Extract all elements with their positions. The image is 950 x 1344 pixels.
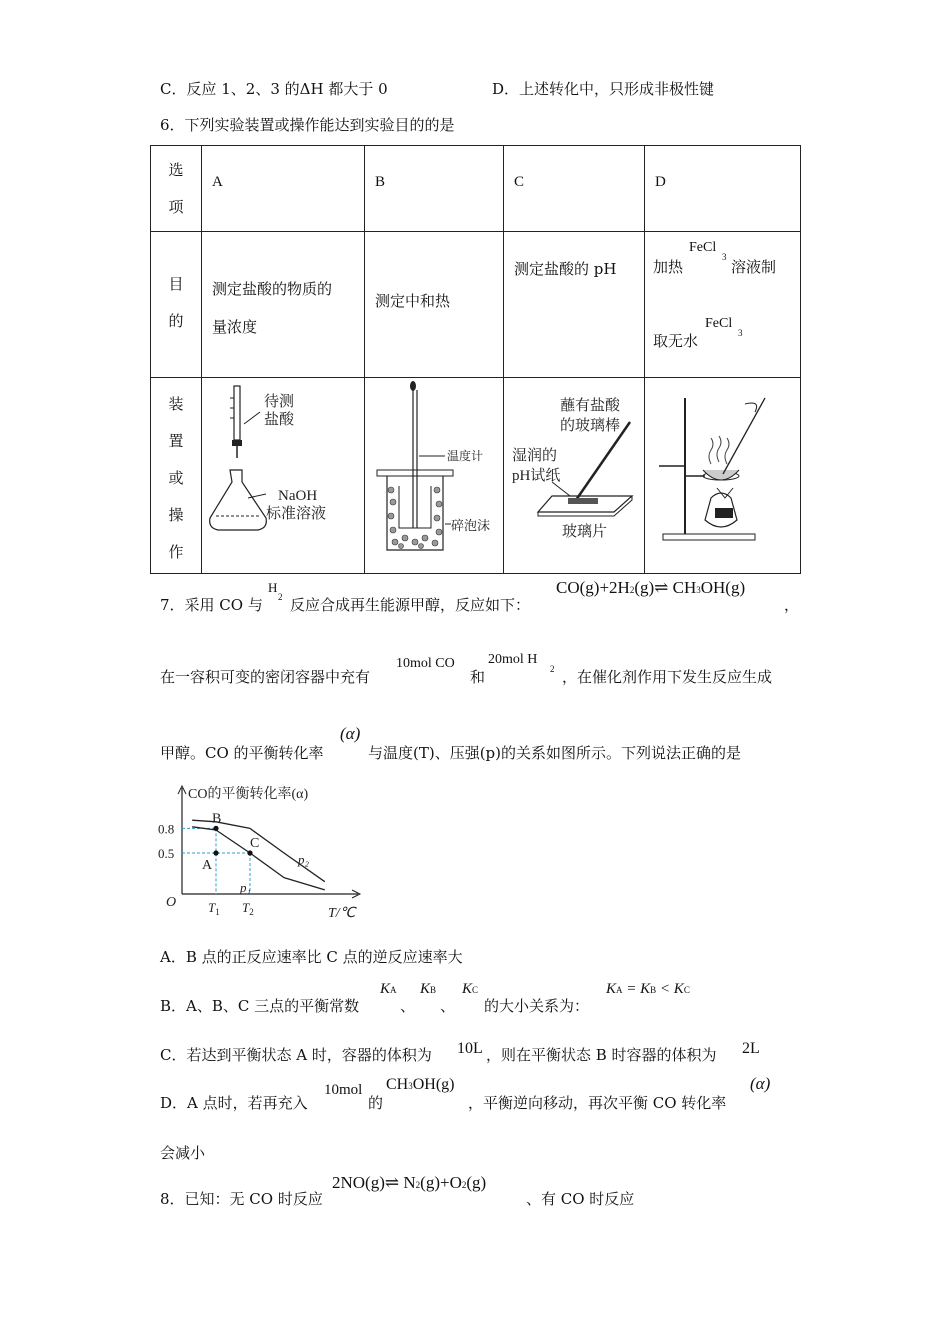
- burette-flask-diagram: [202, 378, 362, 574]
- apparatus-c: [504, 378, 645, 574]
- q6-stem: 6．下列实验装置或操作能达到实验目的的是: [160, 116, 455, 134]
- purpose-c: 测定盐酸的 pH: [504, 232, 645, 378]
- x-axis-label: T/℃: [328, 906, 356, 921]
- co-amount: 10mol CO: [396, 656, 455, 671]
- q5-option-c: C．反应 1、2、3 的ΔH 都大于 0: [160, 80, 388, 98]
- q7-option-d: D．A 点时，若再充入: [160, 1094, 308, 1112]
- label-glass-rod: 的玻璃棒: [560, 418, 621, 434]
- series-label-p1: p₁: [240, 880, 252, 895]
- origin-label: O: [166, 895, 177, 910]
- label-pending-acid: 待测: [264, 394, 295, 410]
- h2-formula: H: [268, 580, 278, 595]
- col-c-header: C: [504, 146, 645, 232]
- purpose-d: 加热 FeCl 3 溶液制 取无水 FeCl 3: [645, 232, 801, 378]
- volume-a: 10L: [457, 1040, 483, 1057]
- purpose-a: 测定盐酸的物质的 量浓度: [202, 232, 365, 378]
- q7-line1: 7．采用 CO 与: [160, 596, 263, 614]
- calorimeter-diagram: [365, 378, 505, 574]
- kb-symbol: KB: [420, 981, 437, 997]
- evaporation-diagram: [645, 378, 803, 574]
- label-thermometer: 温度计: [447, 449, 484, 463]
- h2-amount: 20mol H: [488, 652, 538, 667]
- q7-line2b: ，在催化剂作用下发生反应生成: [562, 668, 773, 686]
- q7-line1b: 反应合成再生能源甲醇，反应如下：: [290, 596, 531, 614]
- point-label-A: A: [202, 858, 213, 873]
- q7-equation: CO(g)+2H2(g)⇌ CH3OH(g): [556, 578, 746, 597]
- y-tick-0.8: 0.8: [158, 821, 175, 837]
- volume-b: 2L: [742, 1040, 760, 1057]
- conversion-chart: [158, 782, 378, 924]
- label-standard-solution: 标准溶液: [266, 506, 327, 522]
- label-moist: 湿润的: [512, 448, 558, 464]
- q8-line1b: 、有 CO 时反应: [526, 1190, 635, 1208]
- point-label-B: B: [212, 811, 222, 827]
- label-glass-slide: 玻璃片: [562, 524, 608, 540]
- device-label: 装 置 或 操 作: [151, 378, 202, 574]
- col-b-header: B: [365, 146, 504, 232]
- q6-table: [150, 145, 801, 574]
- header-label: 选 项: [151, 146, 202, 232]
- point-C: [247, 850, 252, 855]
- x-tick-T2: $T_2$: [242, 900, 254, 917]
- label-dipped-acid: 蘸有盐酸: [560, 398, 621, 414]
- q5-option-d: D．上述转化中，只形成非极性键: [492, 80, 715, 98]
- q8-equation: 2NO(g)⇌ N2(g)+O2(g): [332, 1173, 487, 1192]
- point-A: [213, 850, 218, 855]
- purpose-label: 目 的: [151, 232, 202, 378]
- y-axis-label: CO的平衡转化率(α): [188, 787, 309, 802]
- q7-option-c: C．若达到平衡状态 A 时，容器的体积为: [160, 1046, 432, 1064]
- q7-line3: 甲醇。CO 的平衡转化率: [160, 744, 324, 762]
- alpha-symbol: (α): [340, 724, 361, 743]
- apparatus-a: [202, 378, 365, 574]
- q7-option-d-cont: 会减小: [160, 1144, 206, 1162]
- label-foam: 碎泡沫: [451, 518, 491, 533]
- apparatus-d: [645, 378, 801, 574]
- series-label-p2: p₂: [298, 852, 310, 867]
- q8-line1: 8．已知：无 CO 时反应: [160, 1190, 323, 1208]
- label-hydrochloric: 盐酸: [264, 412, 295, 428]
- alpha-symbol-2: (α): [750, 1074, 771, 1093]
- q7-option-b: B．A、B、C 三点的平衡常数: [160, 997, 360, 1015]
- kc-symbol: KC: [462, 981, 479, 997]
- ph-test-diagram: [504, 378, 644, 574]
- q7-line3b: 与温度(T)、压强(p)的关系如图所示。下列说法正确的是: [368, 744, 742, 762]
- label-ph-paper: pH试纸: [512, 468, 561, 484]
- apparatus-b: [365, 378, 504, 574]
- ka-symbol: KA: [380, 981, 397, 997]
- purpose-b: 测定中和热: [365, 232, 504, 378]
- col-d-header: D: [645, 146, 801, 232]
- label-naoh: NaOH: [278, 488, 318, 504]
- col-a-header: A: [202, 146, 365, 232]
- y-tick-0.5: 0.5: [158, 846, 175, 861]
- q7-option-a: A．B 点的正反应速率比 C 点的逆反应速率大: [160, 948, 463, 966]
- methanol-amount: 10mol: [324, 1082, 363, 1098]
- point-label-C: C: [250, 836, 260, 851]
- x-tick-T1: $T_1$: [208, 900, 220, 917]
- methanol-formula: CH3OH(g): [386, 1076, 455, 1093]
- k-relation: KA = KB < KC: [606, 981, 690, 997]
- q7-line2: 在一容积可变的密闭容器中充有: [160, 668, 371, 686]
- point-B: [213, 826, 218, 831]
